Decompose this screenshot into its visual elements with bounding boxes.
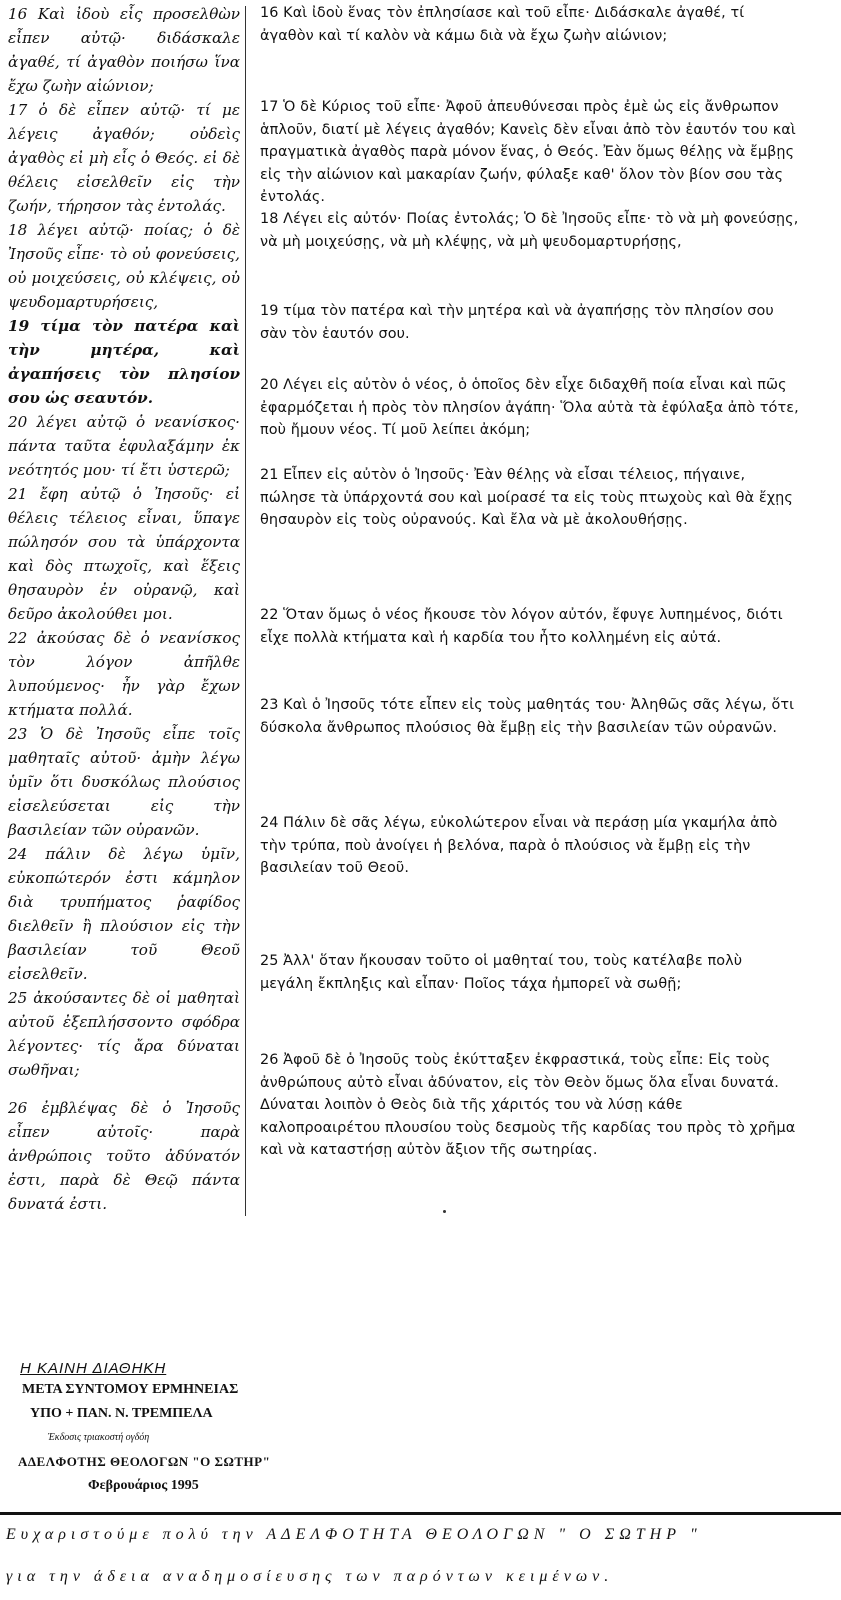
footer-rule-top bbox=[0, 1512, 841, 1515]
verse-19-ancient: 19 τίμα τὸν πατέρα καὶ τὴν μητέρα, καὶ ἀγαπήσεις τὸν πλησίον σου ὡς σεαυτόν. bbox=[8, 317, 240, 407]
book-edition: Έκδοσις τριακοστή ογδόη bbox=[48, 1432, 150, 1443]
book-date: Φεβρουάριος 1995 bbox=[88, 1478, 199, 1493]
book-subtitle: ΜΕΤΑ ΣΥΝΤΟΜΟΥ ΕΡΜΗΝΕΙΑΣ bbox=[22, 1382, 239, 1397]
thanks-line-1: Ευχαριστούμε πολύ την ΑΔΕΛΦΟΤΗΤΑ ΘΕΟΛΟΓΩΝ " Ο ΣΩΤΗΡ " bbox=[6, 1526, 702, 1543]
thanks-line-2: για την άδεια αναδημοσίευσης των παρόντων κειμένων. bbox=[6, 1568, 614, 1585]
book-publisher: ΑΔΕΛΦΟΤΗΣ ΘΕΟΛΟΓΩΝ "Ο ΣΩΤΗΡ" bbox=[18, 1454, 271, 1469]
verse-16-ancient: 16 Καὶ ἰδοὺ εἷς προσελθὼν εἶπεν αὐτῷ· διδάσκαλε ἀγαθέ, τί ἀγαθὸν ποιήσω ἵνα ἔχω ζωὴν αἰώνιον; bbox=[8, 5, 240, 95]
verse-18-modern: 18 Λέγει εἰς αὐτόν· Ποίας ἐντολάς; Ὁ δὲ Ἰησοῦς εἶπε· τὸ νὰ μὴ φονεύσῃς, νὰ μὴ μοιχεύσῃς, νὰ μὴ κλέψῃς, νὰ μὴ ψευδομαρτυρήσῃς, bbox=[260, 211, 799, 250]
verse-26-modern: 26 Ἀφοῦ δὲ ὁ Ἰησοῦς τοὺς ἐκύτταξεν ἐκφραστικά, τοὺς εἶπε: Εἰς τοὺς ἀνθρώπους αὐτὸ εἶναι ἀδύνατον, εἰς τὸν Θεὸν ὅμως ὅλα εἶναι δυνατά. Δύναται λοιπὸν ὁ Θεὸς διὰ τῆς χάριτός του νὰ λύσῃ κάθε καλοπροαιρέτου πλουσίου τοὺς δεσμοὺς τῆς καρδίας του πρὸς τὸ χρῆμα καὶ νὰ καταστήσῃ αὐτὸν ἄξιον τῆς σωτηρίας. bbox=[260, 1052, 796, 1159]
verse-21-modern: 21 Εἶπεν εἰς αὐτὸν ὁ Ἰησοῦς· Ἐὰν θέλῃς νὰ εἶσαι τέλειος, πήγαινε, πώλησε τὰ ὑπάρχοντά σου καὶ μοίρασέ τα εἰς τοὺς πτωχοὺς καὶ θὰ ἔχῃς θησαυρὸν εἰς τοὺς οὐρανούς. Καὶ ἔλα νὰ μὲ ἀκολουθήσῃς. bbox=[260, 467, 793, 529]
stray-dot bbox=[443, 1210, 446, 1213]
verse-21-ancient: 21 ἔφη αὐτῷ ὁ Ἰησοῦς· εἰ θέλεις τέλειος εἶναι, ὕπαγε πώλησόν σου τὰ ὑπάρχοντα καὶ δὸς πτωχοῖς, καὶ ἕξεις θησαυρὸν ἐν οὐρανῷ, καὶ δεῦρο ἀκολούθει μοι. bbox=[8, 485, 240, 623]
verse-18-ancient: 18 λέγει αὐτῷ· ποίας; ὁ δὲ Ἰησοῦς εἶπε· τὸ οὐ φονεύσεις, οὐ μοιχεύσεις, οὐ κλέψεις, οὐ ψευδομαρτυρήσεις, bbox=[8, 221, 240, 311]
verse-26-ancient: 26 ἐμβλέψας δὲ ὁ Ἰησοῦς εἶπεν αὐτοῖς· παρὰ ἀνθρώποις τοῦτο ἀδύνατόν ἐστι, παρὰ δὲ Θεῷ πάντα δυνατά ἐστι. bbox=[8, 1099, 240, 1213]
verse-17-modern: 17 Ὁ δὲ Κύριος τοῦ εἶπε· Ἀφοῦ ἀπευθύνεσαι πρὸς ἐμὲ ὡς εἰς ἄνθρωπον ἁπλοῦν, διατί μὲ λέγεις ἀγαθόν; Κανεὶς δὲν εἶναι ἀπὸ τὸν ἑαυτόν του καὶ πραγματικὰ ἀγαθὸς παρὰ μόνον ἕνας, ὁ Θεός. Ἐὰν ὅμως θέλῃς νὰ ἔμβῃς εἰς τὴν αἰώνιον καὶ μακαρίαν ζωήν, φύλαξε καθ' ὅλον τὸν βίον σου τὰς ἐντολάς. bbox=[260, 99, 796, 206]
verse-20-modern: 20 Λέγει εἰς αὐτὸν ὁ νέος, ὁ ὁποῖος δὲν εἶχε διδαχθῆ ποία εἶναι καὶ πῶς ἐφαρμόζεται ἡ πρὸς τὸν πλησίον ἀγάπη· Ὅλα αὐτὰ τὰ ἐφύλαξα ἀπὸ τότε, ποὺ ἤμουν νέος. Τί μοῦ λείπει ἀκόμη; bbox=[260, 377, 799, 439]
verse-25-modern: 25 Ἀλλ' ὅταν ἤκουσαν τοῦτο οἱ μαθηταί του, τοὺς κατέλαβε πολὺ μεγάλη ἔκπληξις καὶ εἶπαν· Ποῖος τάχα ἠμπορεῖ νὰ σωθῇ; bbox=[260, 953, 743, 992]
verse-24-modern: 24 Πάλιν δὲ σᾶς λέγω, εὐκολώτερον εἶναι νὰ περάσῃ μία γκαμήλα ἀπὸ τὴν τρύπα, ποὺ ἀνοίγει ἡ βελόνα, παρὰ ὁ πλούσιος νὰ ἔμβῃ εἰς τὴν βασιλείαν τοῦ Θεοῦ. bbox=[260, 815, 778, 877]
verse-22-modern: 22 Ὅταν ὅμως ὁ νέος ἤκουσε τὸν λόγον αὐτόν, ἔφυγε λυπημένος, διότι εἶχε πολλὰ κτήματα καὶ ἡ καρδία του ἦτο κολλημένη εἰς αὐτά. bbox=[260, 607, 783, 646]
ancient-text-column bbox=[8, 2, 240, 1216]
verse-23-ancient: 23 Ὁ δὲ Ἰησοῦς εἶπε τοῖς μαθηταῖς αὐτοῦ· ἀμὴν λέγω ὑμῖν ὅτι δυσκόλως πλούσιος εἰσελεύσεται εἰς τὴν βασιλείαν τῶν οὐρανῶν. bbox=[8, 725, 240, 839]
verse-24-ancient: 24 πάλιν δὲ λέγω ὑμῖν, εὐκοπώτερόν ἐστι κάμηλον διὰ τρυπήματος ῥαφίδος διελθεῖν ἢ πλούσιον εἰς τὴν βασιλείαν τοῦ Θεοῦ εἰσελθεῖν. bbox=[8, 845, 240, 983]
book-title: Η ΚΑΙΝΗ ΔΙΑΘΗΚΗ bbox=[20, 1360, 167, 1377]
verse-16-modern: 16 Καὶ ἰδοὺ ἕνας τὸν ἐπλησίασε καὶ τοῦ εἶπε· Διδάσκαλε ἀγαθέ, τί ἀγαθὸν καὶ τί καλὸν νὰ κάμω διὰ νὰ ἔχω ζωὴν αἰώνιον; bbox=[260, 5, 745, 44]
book-author: ΥΠΟ + ΠΑΝ. Ν. ΤΡΕΜΠΕΛΑ bbox=[30, 1406, 213, 1421]
verse-19-modern: 19 τίμα τὸν πατέρα καὶ τὴν μητέρα καὶ νὰ ἀγαπήσῃς τὸν πλησίον σου σὰν τὸν ἑαυτόν σου. bbox=[260, 303, 774, 342]
verse-25-ancient: 25 ἀκούσαντες δὲ οἱ μαθηταὶ αὐτοῦ ἐξεπλήσσοντο σφόδρα λέγοντες· τίς ἄρα δύναται σωθῆναι; bbox=[8, 989, 240, 1079]
verse-17-ancient: 17 ὁ δὲ εἶπεν αὐτῷ· τί με λέγεις ἀγαθόν; οὐδεὶς ἀγαθὸς εἰ μὴ εἷς ὁ Θεός. εἰ δὲ θέλεις εἰσελθεῖν εἰς τὴν ζωήν, τήρησον τὰς ἐντολάς. bbox=[8, 101, 240, 215]
verse-23-modern: 23 Καὶ ὁ Ἰησοῦς τότε εἶπεν εἰς τοὺς μαθητάς του· Ἀληθῶς σᾶς λέγω, ὅτι δύσκολα ἄνθρωπος πλούσιος θὰ ἔμβῃ εἰς τὴν βασιλείαν τῶν οὐρανῶν. bbox=[260, 697, 795, 736]
verse-22-ancient: 22 ἀκούσας δὲ ὁ νεανίσκος τὸν λόγον ἀπῆλθε λυπούμενος· ἦν γὰρ ἔχων κτήματα πολλά. bbox=[8, 629, 240, 719]
column-divider bbox=[245, 6, 246, 1216]
verse-20-ancient: 20 λέγει αὐτῷ ὁ νεανίσκος· πάντα ταῦτα ἐφυλαξάμην ἐκ νεότητός μου· τί ἔτι ὑστερῶ; bbox=[8, 413, 240, 479]
